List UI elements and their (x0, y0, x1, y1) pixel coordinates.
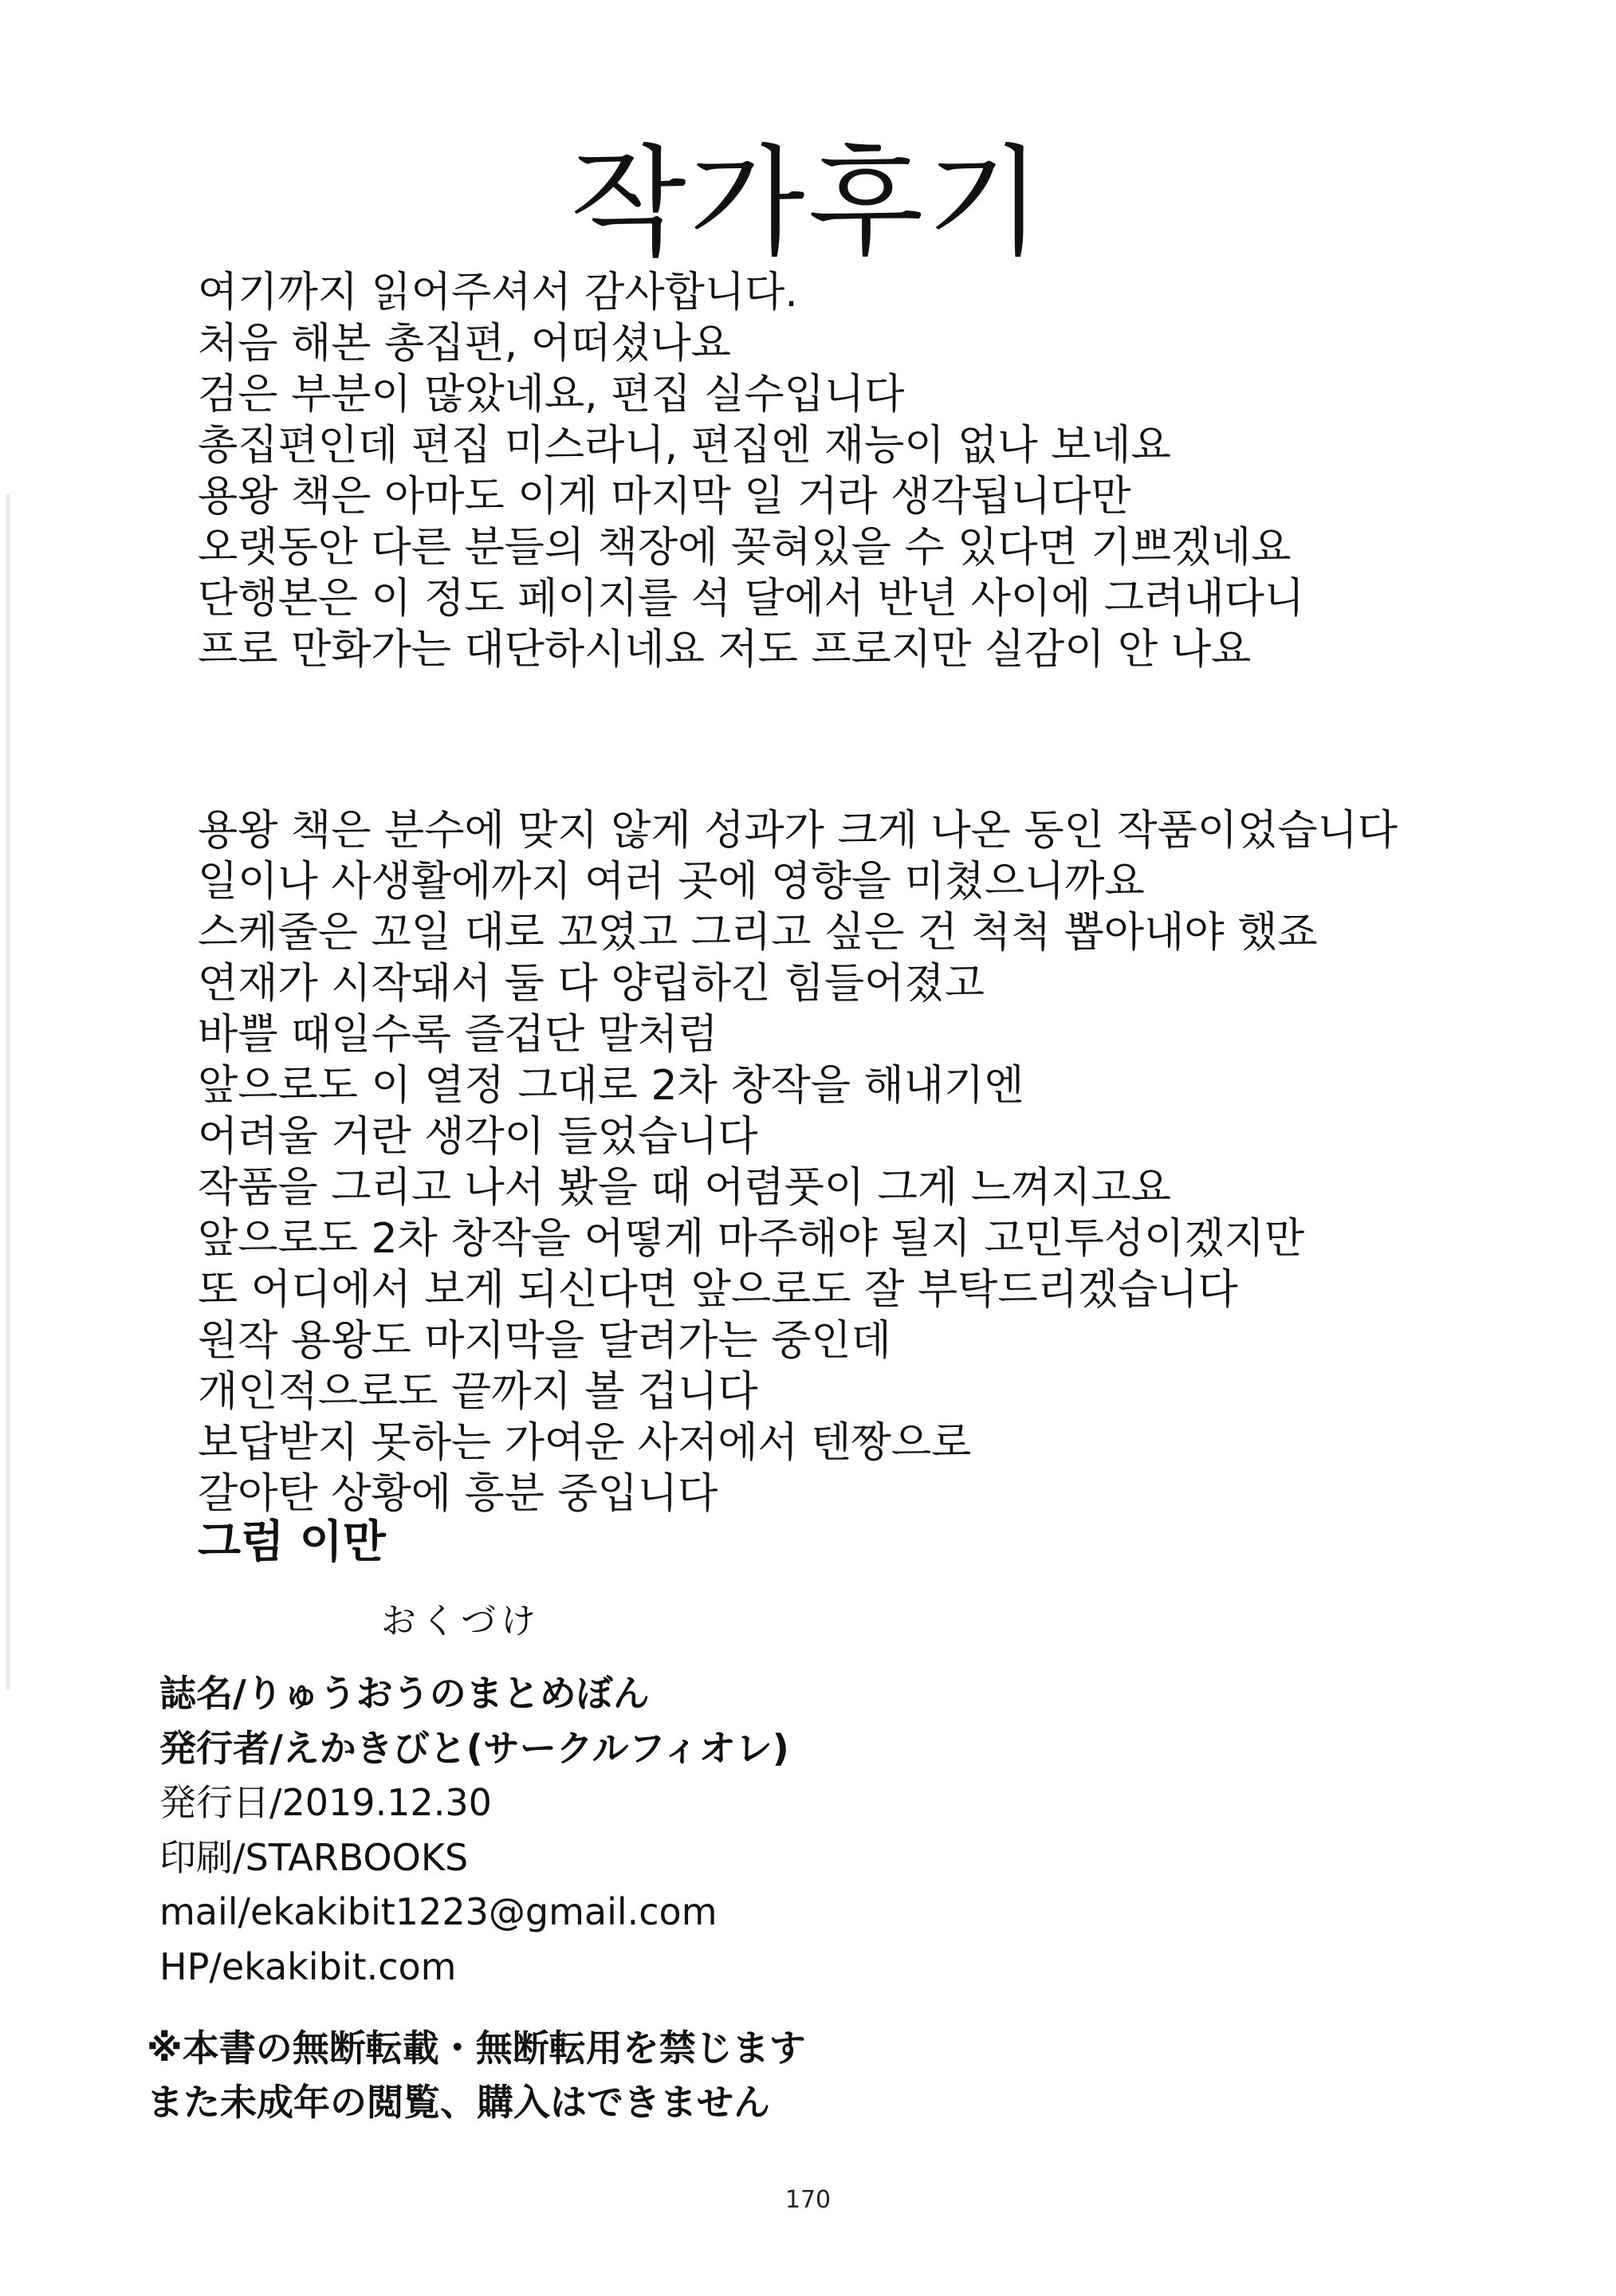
copyright-notice (147, 2021, 806, 2129)
text-line: 여기까지 읽어주셔서 감사합니다. (198, 269, 798, 316)
text-line: 앞으로도 이 열정 그대로 2차 창작을 해내기엔 (198, 1062, 1024, 1110)
closing-line: 그럼 이만 (198, 1516, 386, 1568)
notice-line: また未成年の閲覧、購入はできません (147, 2081, 770, 2124)
notice-line: ※本書の無断転載・無断転用を禁じます (147, 2027, 806, 2070)
text-line: 갈아탄 상황에 흥분 중입니다 (198, 1470, 718, 1518)
text-line: 개인적으로도 끝까지 볼 겁니다 (198, 1368, 758, 1416)
text-line: 단행본은 이 정도 페이지를 석 달에서 반년 사이에 그려내다니 (198, 575, 1305, 623)
text-line: 어려울 거란 생각이 들었습니다 (198, 1113, 758, 1161)
colophon-homepage: HP/ekakibit.com (159, 1944, 457, 1988)
text-line: 또 어디에서 보게 되신다면 앞으로도 잘 부탁드리겠습니다 (198, 1266, 1238, 1314)
text-line: 용왕 책은 아마도 이게 마지막 일 거라 생각됩니다만 (198, 473, 1131, 521)
text-line: 총집편인데 편집 미스라니, 편집엔 재능이 없나 보네요 (198, 422, 1171, 470)
page-number: 170 (784, 2186, 832, 2214)
text-line: 바쁠 때일수록 즐겁단 말처럼 (198, 1011, 718, 1059)
afterword-paragraph-2 (198, 805, 1398, 1520)
colophon-publisher: 発行者/えかきびと(サークルフィオレ) (159, 1726, 789, 1770)
scan-edge-shadow (6, 494, 10, 1690)
text-line: 오랫동안 다른 분들의 책장에 꽂혀있을 수 있다면 기쁘겠네요 (198, 524, 1292, 572)
text-line: 작품을 그리고 나서 봤을 때 어렴풋이 그게 느껴지고요 (198, 1164, 1171, 1212)
text-line: 원작 용왕도 마지막을 달려가는 중인데 (198, 1317, 891, 1365)
colophon-mail: mail/ekakibit1223@gmail.com (159, 1890, 718, 1933)
text-line: 처음 해본 총집편, 어떠셨나요 (198, 320, 731, 368)
colophon (159, 1666, 789, 1994)
text-line: 연재가 시작돼서 둘 다 양립하긴 힘들어졌고 (198, 960, 985, 1008)
colophon-date: 発行日/2019.12.30 (159, 1781, 492, 1824)
colophon-heading: おくづけ (381, 1601, 541, 1641)
colophon-printer: 印刷/STARBOOKS (159, 1835, 469, 1879)
text-line: 스케줄은 꼬일 대로 꼬였고 그리고 싶은 건 척척 뽑아내야 했죠 (198, 909, 1318, 957)
text-line: 보답받지 못하는 가여운 사저에서 텐짱으로 (198, 1419, 972, 1467)
text-line: 용왕 책은 분수에 맞지 않게 성과가 크게 나온 동인 작품이었습니다 (198, 807, 1398, 855)
text-line: 검은 부분이 많았네요, 편집 실수입니다 (198, 371, 905, 419)
colophon-title: 誌名/りゅうおうのまとめぼん (159, 1672, 650, 1715)
text-line: 앞으로도 2차 창작을 어떻게 마주해야 될지 고민투성이겠지만 (198, 1215, 1305, 1263)
text-line: 프로 만화가는 대단하시네요 저도 프로지만 실감이 안 나요 (198, 626, 1252, 674)
page-title: 작가후기 (570, 134, 1046, 273)
text-line: 일이나 사생활에까지 여러 곳에 영향을 미쳤으니까요 (198, 858, 1145, 906)
afterword-paragraph-1 (198, 267, 1304, 675)
